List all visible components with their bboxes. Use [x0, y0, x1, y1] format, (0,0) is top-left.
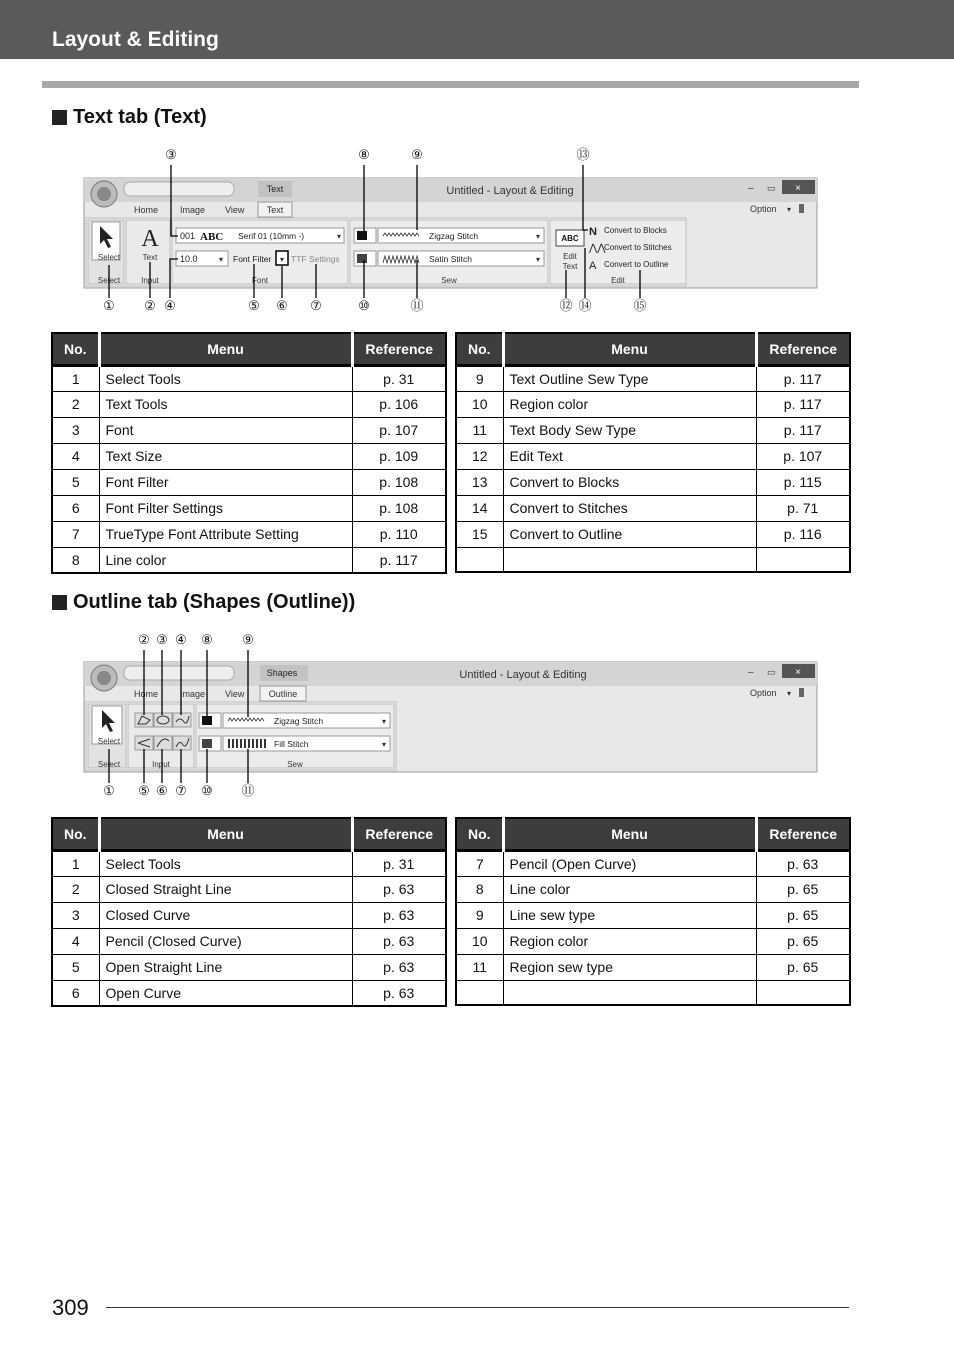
footer-rule — [106, 1307, 849, 1308]
group-font-label: Font — [251, 276, 269, 285]
callout-15: ⑮ — [633, 298, 647, 313]
callout-1: ① — [103, 783, 115, 798]
section1-title-text: Text tab (Text) — [73, 106, 207, 128]
table-row: 5 Font Filter p. 108 — [52, 469, 446, 495]
svg-text:10.0: 10.0 — [180, 254, 198, 264]
convert-stitches-button[interactable]: Convert to Stitches — [604, 243, 672, 252]
svg-text:Fill Stitch: Fill Stitch — [274, 739, 309, 749]
help-icon[interactable] — [799, 204, 804, 213]
callout-7: ⑦ — [310, 298, 322, 313]
svg-text:Text: Text — [142, 253, 158, 262]
svg-text:Text: Text — [266, 184, 284, 194]
group-select-label: Select — [97, 760, 121, 769]
text-tab-figure — [40, 140, 840, 320]
section1-title — [52, 106, 207, 129]
table-row: 10 Region color p. 65 — [456, 928, 850, 954]
table-row-empty — [456, 547, 850, 572]
callout-6: ⑥ — [276, 298, 288, 313]
callout-13: ⑬ — [576, 147, 590, 162]
callout-5: ⑤ — [138, 783, 150, 798]
table-row: 1 Select Tools p. 31 — [52, 850, 446, 876]
table-header-row: No. Menu Reference — [52, 333, 446, 365]
svg-text:Select: Select — [97, 253, 121, 262]
table-row: 2 Text Tools p. 106 — [52, 391, 446, 417]
line-color-swatch — [202, 716, 212, 725]
svg-text:Select: Select — [97, 737, 121, 746]
callout-3: ③ — [165, 147, 177, 162]
table-row: 10 Region color p. 117 — [456, 391, 850, 417]
tab-view[interactable]: View — [225, 689, 245, 699]
chevron-down-icon: ▾ — [787, 689, 792, 698]
svg-text:Outline: Outline — [268, 689, 298, 699]
callout-9: ⑨ — [411, 147, 423, 162]
table-row: 1 Select Tools p. 31 — [52, 365, 446, 391]
callout-14: ⑭ — [578, 298, 592, 313]
window-title: Untitled - Layout & Editing — [446, 185, 574, 197]
outline-tab-figure — [40, 625, 840, 805]
callout-4: ④ — [175, 632, 187, 647]
svg-text:Zigzag Stitch: Zigzag Stitch — [429, 231, 479, 241]
square-bullet-icon — [52, 110, 67, 125]
chevron-down-icon: ▾ — [382, 717, 387, 726]
chevron-down-icon: ▾ — [536, 255, 541, 264]
table-row: 6 Font Filter Settings p. 108 — [52, 495, 446, 521]
table-row: 12 Edit Text p. 107 — [456, 443, 850, 469]
table-row: 3 Font p. 107 — [52, 417, 446, 443]
table-row: 6 Open Curve p. 63 — [52, 980, 446, 1006]
table-row: 7 TrueType Font Attribute Setting p. 110 — [52, 521, 446, 547]
callout-9: ⑨ — [242, 632, 254, 647]
page-number: 309 — [52, 1295, 89, 1320]
table-row: 8 Line color p. 65 — [456, 876, 850, 902]
font-sample: ABC — [200, 231, 224, 243]
tab-view[interactable]: View — [225, 205, 245, 215]
window-title: Untitled - Layout & Editing — [459, 669, 587, 681]
table-row: 15 Convert to Outline p. 116 — [456, 521, 850, 547]
table-row: 2 Closed Straight Line p. 63 — [52, 876, 446, 902]
svg-text:Edit: Edit — [563, 252, 577, 261]
svg-text:Shapes: Shapes — [266, 668, 298, 678]
tab-image[interactable]: Image — [180, 205, 206, 215]
chevron-down-icon: ▾ — [787, 205, 792, 214]
callout-6: ⑥ — [156, 783, 168, 798]
callout-4: ④ — [164, 298, 176, 313]
app-logo-icon — [97, 187, 111, 201]
group-edit-label: Edit — [611, 276, 625, 285]
font-filter-button[interactable]: Font Filter — [233, 254, 272, 264]
outline-tab-table-left — [51, 817, 447, 1007]
table-row: 13 Convert to Blocks p. 115 — [456, 469, 850, 495]
section2-title — [52, 591, 355, 614]
svg-text:Text: Text — [266, 205, 284, 215]
convert-blocks-button[interactable]: Convert to Blocks — [604, 226, 667, 235]
chevron-down-icon: ▾ — [382, 740, 387, 749]
text-tab-table-left — [51, 332, 447, 574]
region-color-swatch — [202, 739, 212, 748]
svg-text:Zigzag Stitch: Zigzag Stitch — [274, 716, 324, 726]
maximize-icon[interactable]: ▭ — [767, 183, 776, 193]
group-select-label: Select — [97, 276, 121, 285]
table-row-empty — [456, 980, 850, 1005]
svg-text:ABC: ABC — [561, 234, 579, 243]
group-sew-label: Sew — [441, 276, 457, 285]
callout-8: ⑧ — [358, 147, 370, 162]
callout-11: ⑪ — [410, 298, 424, 313]
group-input-label: Input — [152, 760, 170, 769]
table-header-row: No. Menu Reference — [456, 818, 850, 850]
callout-5: ⑤ — [248, 298, 260, 313]
table-row: 11 Region sew type p. 65 — [456, 954, 850, 980]
convert-blocks-icon: N — [589, 226, 597, 238]
callout-10: ⑩ — [358, 298, 370, 313]
convert-outline-icon: A — [589, 260, 597, 272]
chevron-down-icon: ▾ — [279, 255, 285, 264]
table-row: 4 Pencil (Closed Curve) p. 63 — [52, 928, 446, 954]
outline-tab-table-right — [455, 817, 851, 1006]
line-color-swatch — [357, 231, 367, 240]
square-bullet-icon — [52, 595, 67, 610]
callout-2: ② — [144, 298, 156, 313]
table-row: 7 Pencil (Open Curve) p. 63 — [456, 850, 850, 876]
text-tab-table-right — [455, 332, 851, 573]
region-color-swatch — [357, 254, 367, 263]
callout-11: ⑪ — [241, 783, 255, 798]
open-straight-line-button[interactable] — [135, 736, 153, 750]
ttf-settings-button[interactable]: TTF Settings — [291, 254, 340, 264]
tab-home[interactable]: Home — [134, 205, 159, 215]
group-sew-label: Sew — [287, 760, 303, 769]
callout-3: ③ — [156, 632, 168, 647]
chevron-down-icon: ▾ — [337, 232, 342, 241]
table-row: 5 Open Straight Line p. 63 — [52, 954, 446, 980]
table-row: 11 Text Body Sew Type p. 117 — [456, 417, 850, 443]
convert-stitches-icon: ⋀⋀ — [589, 243, 606, 254]
table-row: 4 Text Size p. 109 — [52, 443, 446, 469]
callout-12: ⑫ — [559, 298, 573, 313]
chevron-down-icon: ▾ — [536, 232, 541, 241]
tab-image[interactable]: Image — [180, 689, 206, 699]
help-icon[interactable] — [799, 688, 804, 697]
close-icon: × — [795, 667, 801, 678]
svg-text:001: 001 — [180, 231, 196, 241]
quick-access-toolbar[interactable] — [124, 666, 234, 680]
open-curve-button[interactable] — [154, 736, 172, 750]
option-menu[interactable]: Option — [750, 204, 777, 214]
callout-10: ⑩ — [201, 783, 213, 798]
group-input-label: Input — [141, 276, 159, 285]
svg-text:Text: Text — [562, 262, 578, 271]
minimize-icon[interactable]: – — [748, 667, 754, 678]
option-menu[interactable]: Option — [750, 688, 777, 698]
chapter-title: Layout & Editing — [52, 28, 219, 51]
tab-home[interactable]: Home — [134, 689, 159, 699]
table-header-row: No. Menu Reference — [52, 818, 446, 850]
app-logo-icon — [97, 671, 111, 685]
svg-text:Serif 01 (10mm -): Serif 01 (10mm -) — [238, 231, 305, 241]
quick-access-toolbar[interactable] — [124, 182, 234, 196]
convert-outline-button[interactable]: Convert to Outline — [604, 260, 669, 269]
table-row: 9 Text Outline Sew Type p. 117 — [456, 365, 850, 391]
svg-text:Satin Stitch: Satin Stitch — [429, 254, 472, 264]
table-row: 8 Line color p. 117 — [52, 547, 446, 573]
header-bar — [0, 0, 954, 59]
table-row: 9 Line sew type p. 65 — [456, 902, 850, 928]
maximize-icon[interactable]: ▭ — [767, 667, 776, 677]
text-tool-icon[interactable]: A — [141, 226, 159, 252]
section-rule — [42, 81, 859, 88]
minimize-icon[interactable]: – — [748, 183, 754, 194]
section2-title-text: Outline tab (Shapes (Outline)) — [73, 591, 356, 613]
table-row: 3 Closed Curve p. 63 — [52, 902, 446, 928]
callout-7: ⑦ — [175, 783, 187, 798]
chevron-down-icon: ▾ — [219, 255, 224, 264]
close-icon: × — [795, 183, 801, 194]
table-header-row: No. Menu Reference — [456, 333, 850, 365]
callout-1: ① — [103, 298, 115, 313]
callout-8: ⑧ — [201, 632, 213, 647]
callout-2: ② — [138, 632, 150, 647]
table-row: 14 Convert to Stitches p. 71 — [456, 495, 850, 521]
